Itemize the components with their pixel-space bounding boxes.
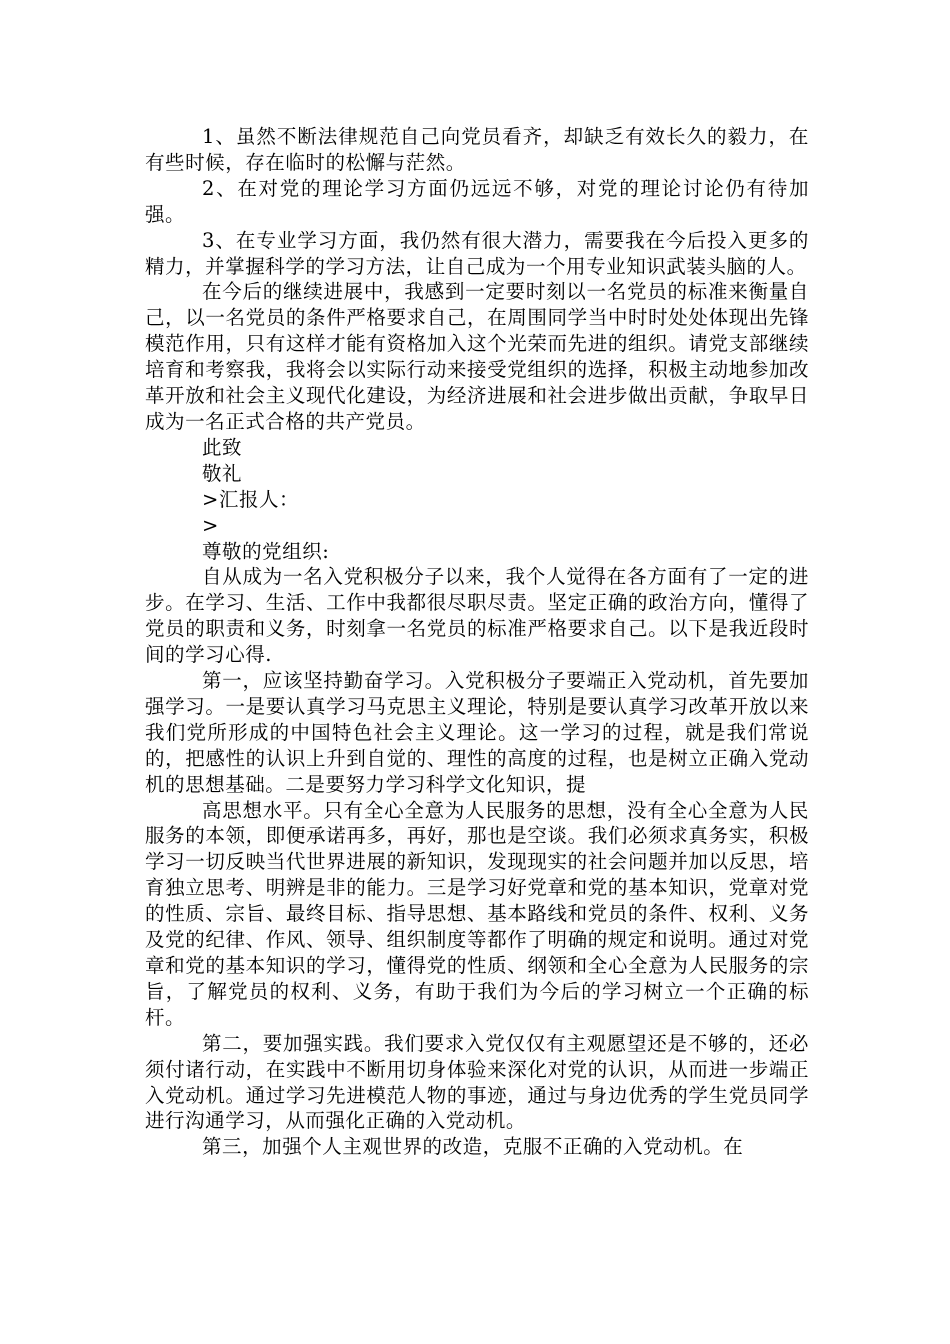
paragraph-future-plan: 在今后的继续进展中，我感到一定要时刻以一名党员的标准来衡量自己，以一名党员的条件严格要求自己，在周围同学当中时时处处体现出先锋模范作用，只有这样才能有资格加入这个光荣而先进的组织。请党支部继续培育和考察我，我将会以实际行动来接受党组织的选择，积极主动地参加改革开放和社会主义现代化建设，为经济进展和社会进步做出贡献，争取早日成为一名正式合格的共产党员。 — [145, 280, 809, 433]
reporter-line: >汇报人： — [202, 487, 300, 511]
date-line: > — [202, 513, 219, 537]
paragraph-intro: 自从成为一名入党积极分子以来，我个人觉得在各方面有了一定的进步。在学习、生活、工作中我都很尽职尽责。坚定正确的政治方向，懂得了党员的职责和义务，时刻拿一名党员的标准严格要求自己。以下是我近段时间的学习心得. — [145, 565, 809, 667]
paragraph-third-point: 第三，加强个人主观世界的改造，克服不正确的入党动机。在 — [202, 1135, 744, 1159]
document-page — [145, 124, 809, 1160]
closing-line-cizhi: 此致 — [202, 435, 243, 459]
closing-line-jingli: 敬礼 — [202, 461, 243, 485]
paragraph-shortcoming-2: 2、在对党的理论学习方面仍远远不够，对党的理论讨论仍有待加强。 — [145, 176, 809, 226]
paragraph-second-point: 第二，要加强实践。我们要求入党仅仅有主观愿望还是不够的，还必须付诸行动，在实践中不断用切身体验来深化对党的认识，从而进一步端正入党动机。通过学习先进模范人物的事迹，通过与身边优秀的学生党员同学进行沟通学习，从而强化正确的入党动机。 — [145, 1031, 809, 1133]
paragraph-first-point: 第一，应该坚持勤奋学习。入党积极分子要端正入党动机，首先要加强学习。一是要认真学习马克思主义理论，特别是要认真学习改革开放以来我们党所形成的中国特色社会主义理论。这一学习的过程，就是我们常说的，把感性的认识上升到自觉的、理性的高度的过程，也是树立正确入党动机的思想基础。二是要努力学习科学文化知识，提 — [145, 669, 809, 796]
paragraph-shortcoming-1: 1、虽然不断法律规范自己向党员看齐，却缺乏有效长久的毅力，在有些时候，存在临时的松懈与茫然。 — [145, 125, 809, 174]
salutation: 尊敬的党组织: — [202, 539, 330, 563]
paragraph-first-point-cont: 高思想水平。只有全心全意为人民服务的思想，没有全心全意为人民服务的本领，即便承诺再多，再好，那也是空谈。我们必须求真务实，积极学习一切反映当代世界进展的新知识，发现现实的社会问题并加以反思，培育独立思考、明辨是非的能力。三是学习好党章和党的基本知识，党章对党的性质、宗旨、最终目标、指导思想、基本路线和党员的条件、权利、义务及党的纪律、作风、领导、组织制度等都作了明确的规定和说明。通过对党章和党的基本知识的学习，懂得党的性质、纲领和全心全意为人民服务的宗旨，了解党员的权利、义务，有助于我们为今后的学习树立一个正确的标杆。 — [145, 798, 809, 1029]
paragraph-shortcoming-3: 3、在专业学习方面，我仍然有很大潜力，需要我在今后投入更多的精力，并掌握科学的学习方法，让自己成为一个用专业知识武装头脑的人。 — [145, 228, 809, 278]
